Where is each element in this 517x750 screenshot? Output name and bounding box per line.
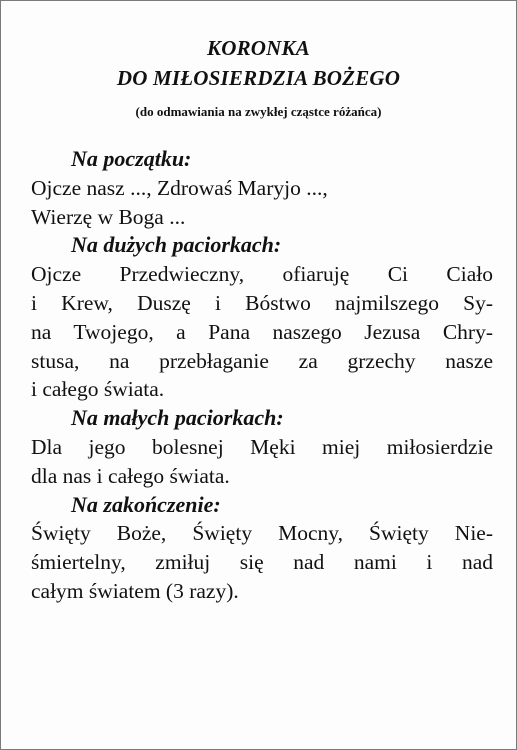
section-heading-beginning: Na początku: [71,146,192,171]
section-heading-ending: Na zakończenie: [71,491,221,517]
section-heading-large-beads: Na dużych paciorkach: [71,232,282,258]
section-line: dla nas i całego świata. [31,463,230,488]
section-line: Święty Boże, Święty Mocny, Święty Nie- [31,521,493,546]
section-heading-small-beads: Na małych paciorkach: [71,405,284,431]
section-line: Ojcze nasz ..., Zdrowaś Maryjo ..., [31,175,328,200]
section-line: śmiertelny, zmiłuj się nad nami i nad [31,550,493,575]
section-line: na Twojego, a Pana naszego Jezusa Chry- [31,319,493,344]
prayer-body [31,145,493,606]
section-line: i całego świata. [31,377,165,402]
title-line-1: KORONKA [207,36,310,60]
section-line: Dla jego bolesnej Męki miej miłosierdzie [31,434,493,459]
title-line-2: DO MIŁOSIERDZIA BOŻEGO [116,66,401,90]
section-line: Wierzę w Boga ... [31,204,186,229]
section-line: stusa, na przebłaganie za grzechy nasze [31,348,493,373]
section-line: i Krew, Duszę i Bóstwo najmilszego Sy- [31,290,493,315]
section-line: Ojcze Przedwieczny, ofiaruję Ci Ciało [31,262,493,287]
section-line: całym światem (3 razy). [31,578,239,603]
subtitle: (do odmawiania na zwykłej cząstce różańca) [135,104,382,119]
